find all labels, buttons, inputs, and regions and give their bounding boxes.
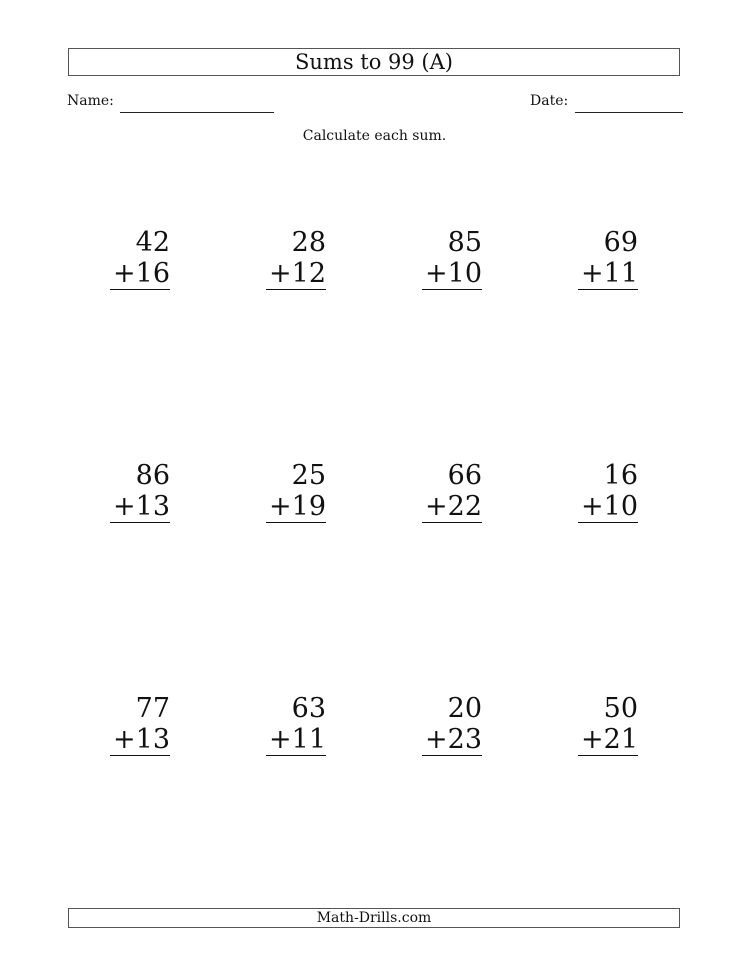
worksheet-title (68, 48, 680, 76)
instructions: Calculate each sum. (302, 128, 447, 144)
plus-sign: + (269, 491, 292, 522)
addend-bottom: 12 (291, 258, 326, 289)
addend-top: 66 (447, 460, 482, 491)
problem-6 (266, 460, 326, 523)
plus-sign: + (425, 724, 448, 755)
addend-bottom: 16 (135, 258, 170, 289)
addend-bottom: 10 (603, 491, 638, 522)
addend-top: 77 (135, 693, 170, 724)
problem-11 (422, 693, 482, 756)
plus-sign: + (269, 724, 292, 755)
addend-top: 50 (603, 693, 638, 724)
problem-8 (578, 460, 638, 523)
problem-10 (266, 693, 326, 756)
plus-sign: + (113, 258, 136, 289)
addend-bottom: 10 (447, 258, 482, 289)
plus-sign: + (113, 724, 136, 755)
problem-4 (578, 227, 638, 290)
plus-sign: + (425, 491, 448, 522)
problem-1 (110, 227, 170, 290)
addend-top: 63 (291, 693, 326, 724)
name-label: Name: (67, 93, 114, 109)
addend-bottom: 22 (447, 491, 482, 522)
addend-bottom-row (266, 491, 326, 523)
name-field-line[interactable] (120, 112, 274, 113)
addend-bottom: 13 (135, 724, 170, 755)
addend-bottom-row (266, 258, 326, 290)
addend-bottom: 11 (291, 724, 326, 755)
addend-top: 42 (135, 227, 170, 258)
addend-top: 86 (135, 460, 170, 491)
addend-bottom: 19 (291, 491, 326, 522)
plus-sign: + (581, 491, 604, 522)
addend-bottom-row (110, 491, 170, 523)
plus-sign: + (581, 258, 604, 289)
addend-bottom-row (422, 258, 482, 290)
addend-bottom: 13 (135, 491, 170, 522)
addend-top: 69 (603, 227, 638, 258)
addend-bottom-row (422, 724, 482, 756)
problem-2 (266, 227, 326, 290)
date-field-line[interactable] (575, 112, 683, 113)
addend-top: 28 (291, 227, 326, 258)
problem-12 (578, 693, 638, 756)
footer-text: Math-Drills.com (316, 910, 432, 926)
addend-top: 16 (603, 460, 638, 491)
date-label: Date: (530, 93, 569, 109)
addend-top: 25 (291, 460, 326, 491)
problem-3 (422, 227, 482, 290)
plus-sign: + (269, 258, 292, 289)
addend-bottom-row (266, 724, 326, 756)
addend-bottom: 23 (447, 724, 482, 755)
addend-bottom-row (110, 258, 170, 290)
addend-bottom: 11 (603, 258, 638, 289)
plus-sign: + (113, 491, 136, 522)
problem-9 (110, 693, 170, 756)
addend-bottom-row (422, 491, 482, 523)
addend-bottom: 21 (603, 724, 638, 755)
addend-top: 20 (447, 693, 482, 724)
plus-sign: + (425, 258, 448, 289)
problem-5 (110, 460, 170, 523)
addend-bottom-row (578, 491, 638, 523)
footer (68, 908, 680, 928)
problem-7 (422, 460, 482, 523)
addend-bottom-row (578, 258, 638, 290)
addend-top: 85 (447, 227, 482, 258)
addend-bottom-row (578, 724, 638, 756)
addend-bottom-row (110, 724, 170, 756)
title-text: Sums to 99 (A) (295, 50, 453, 74)
plus-sign: + (581, 724, 604, 755)
